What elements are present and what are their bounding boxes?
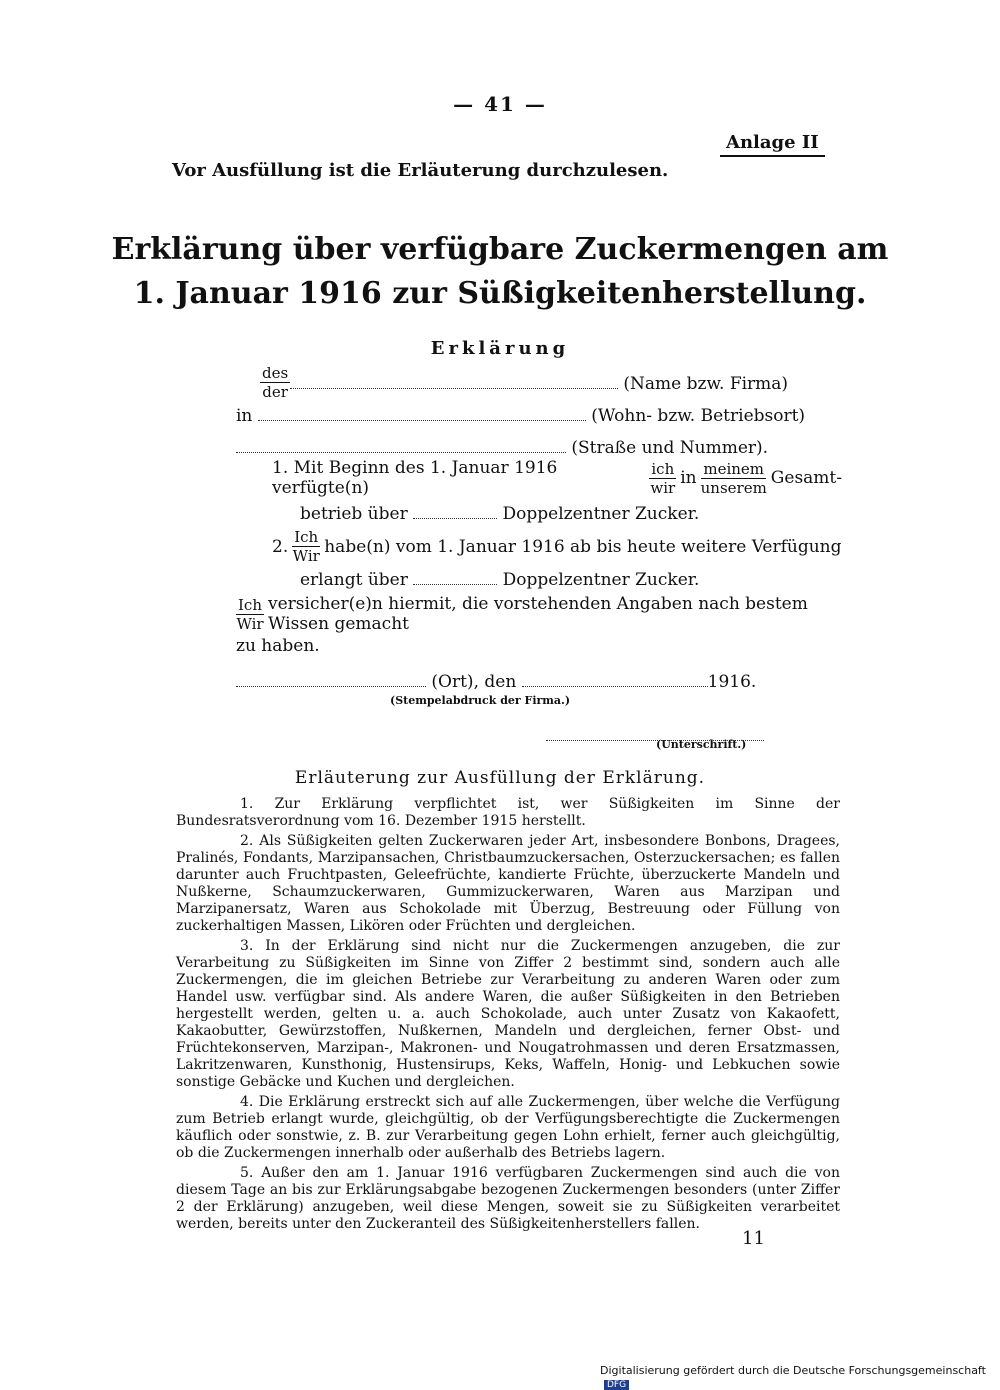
gesamt-text: Gesamt- xyxy=(770,468,842,488)
document-title-line2: 1. Januar 1916 zur Süßigkeitenherstellung. xyxy=(133,276,867,311)
name-line xyxy=(290,374,788,394)
form-heading: Erklärung xyxy=(430,338,570,359)
ort-datum-line xyxy=(236,672,756,692)
signature-mark: 11 xyxy=(742,1228,765,1249)
strasse-line xyxy=(236,438,768,458)
item-2-line1 xyxy=(272,528,842,565)
ort-label: (Ort), den xyxy=(431,672,517,692)
dfg-logo: DFG xyxy=(604,1380,629,1390)
name-label: (Name bzw. Firma) xyxy=(623,374,789,394)
item-1-betrieb-label: betrieb über xyxy=(300,504,408,524)
item-2-text: habe(n) vom 1. Januar 1916 ab bis heute weitere Verfügung xyxy=(324,536,842,557)
item-2-erlangt-label: erlangt über xyxy=(300,570,408,590)
paragraph-1: 1. Zur Erklärung verpflichtet ist, wer Süßigkeiten im Sinne der Bundesratsverordnung vom 16. Dezember 1915 herstellt. xyxy=(176,796,840,829)
strasse-field[interactable] xyxy=(236,440,566,453)
item-1-line2 xyxy=(300,504,699,524)
zu-haben-text: zu haben. xyxy=(236,636,320,656)
versicherung-wir-text: Wir xyxy=(236,614,264,633)
datum-field[interactable] xyxy=(522,674,708,687)
versicherung-text: versicher(e)n hiermit, die vorstehenden Angaben nach bestem Wissen gemacht xyxy=(268,594,808,634)
paragraph-2: 2. Als Süßigkeiten gelten Zuckerwaren jeder Art, insbesondere Bonbons, Dragees, Pralinés, Fondants, Marzipansachen, Christbaumzuckersachen, Osterzuckersachen; es fallen darunter auch Fruchtpasten, Geleefrüchte, kandierte Früchte, überzuckerte Mandeln und Nußkerne, Schaumzuckerwaren, Gummizuckerwaren, Waren aus Marzipan und Marzipanersatz, Waren aus Schokolade mit Überzug, Bestreuung oder Füllung von zuckerhaltigen Massen, Likören oder Früchten und dergleichen. xyxy=(176,833,840,934)
unserem-text: unserem xyxy=(700,478,767,497)
paragraph-5: 5. Außer den am 1. Januar 1916 verfügbaren Zuckermengen sind auch die von diesem Tage an bis zur Erklärungsabgabe bezogenen Zuckermengen besonders (unter Ziffer 2 der Erklärung) anzugeben, weil diese Mengen, soweit sie zu Süßigkeiten verarbeitet werden, bereits unter den Zuckeranteil des Süßigkeitenherstellers fallen. xyxy=(176,1165,840,1232)
wohnort-line xyxy=(236,406,805,426)
ort-field[interactable] xyxy=(236,674,426,687)
anlage-label: Anlage II xyxy=(720,132,825,157)
name-field[interactable] xyxy=(290,376,618,389)
document-title-line1: Erklärung über verfügbare Zuckermengen am xyxy=(111,232,889,267)
des-text: des xyxy=(262,364,289,382)
versicherung-ich-text: Ich xyxy=(238,595,262,614)
item-2-number: 2. xyxy=(272,536,289,557)
erlaeuterung-paragraphs xyxy=(176,796,840,1233)
stempel-label: (Stempelabdruck der Firma.) xyxy=(390,694,571,707)
item-1-amount-field[interactable] xyxy=(413,506,497,519)
strasse-label: (Straße und Nummer). xyxy=(571,438,769,458)
footer xyxy=(600,1364,1000,1390)
wir-text: wir xyxy=(650,478,676,497)
paragraph-4: 4. Die Erklärung erstreckt sich auf alle Zuckermengen, über welche die Verfügung zum Betrieb erlangt wurde, gleichgültig, ob der Verfügungsberechtigte die Zuckermengen käuflich oder sonstwie, z. B. zur Verarbeitung gegen Lohn erhielt, ferner auch gleichgültig, ob die Zuckermengen innerhalb oder außerhalb des Betriebs lagern. xyxy=(176,1094,840,1161)
meinem-text: meinem xyxy=(703,459,765,478)
year-text: 1916. xyxy=(707,672,757,692)
versicherung-line xyxy=(236,594,842,634)
item-2-unit-label: Doppelzentner Zucker. xyxy=(502,570,700,590)
footer-text: Digitalisierung gefördert durch die Deutsche Forschungsgemeinschaft xyxy=(600,1364,986,1377)
der-text: der xyxy=(262,383,288,401)
ich-text: ich xyxy=(651,459,675,478)
page-number: — 41 — xyxy=(453,92,547,116)
item-2-wir-text: Wir xyxy=(292,547,320,565)
item-1-line1 xyxy=(272,458,842,498)
erlaeuterung-title: Erläuterung zur Ausfüllung der Erklärung. xyxy=(294,768,706,788)
wohnort-label: (Wohn- bzw. Betriebsort) xyxy=(591,406,806,426)
wohnort-field[interactable] xyxy=(258,408,586,421)
item-1-text: 1. Mit Beginn des 1. Januar 1916 verfügte(n) xyxy=(272,458,558,498)
unterschrift-label: (Unterschrift.) xyxy=(656,738,747,751)
des-der-fraction xyxy=(256,364,294,401)
item-2-amount-field[interactable] xyxy=(413,572,497,585)
item-2-line2 xyxy=(300,570,699,590)
item-1-unit-label: Doppelzentner Zucker. xyxy=(502,504,700,524)
reading-notice: Vor Ausfüllung ist die Erläuterung durchzulesen. xyxy=(172,160,669,181)
paragraph-3: 3. In der Erklärung sind nicht nur die Zuckermengen anzugeben, die zur Verarbeitung zu Süßigkeiten im Sinne von Ziffer 2 bestimmt sind, sondern auch alle Zuckermengen, die im gleichen Betriebe zur Verarbeitung zu anderen Waren oder zum Handel usw. verfügbar sind. Als andere Waren, die außer Süßigkeiten in den Betrieben hergestellt werden, gelten u. a. auch Schokolade, auch unter Zusatz von Kakaofett, Kakaobutter, Gewürzstoffen, Nußkernen, Mandeln und dergleichen, ferner Obst- und Früchtekonserven, Marzipan-, Makronen- und Nougatrohmassen und deren Ersatzmassen, Lakritzenwaren, Kunsthonig, Hustensirups, Keks, Waffeln, Honig- und Lebkuchen sowie sonstige Gebäcke und Kuchen und dergleichen. xyxy=(176,938,840,1090)
in-word: in xyxy=(680,468,697,488)
in-label: in xyxy=(236,406,253,426)
item-2-ich-text: Ich xyxy=(294,528,319,546)
